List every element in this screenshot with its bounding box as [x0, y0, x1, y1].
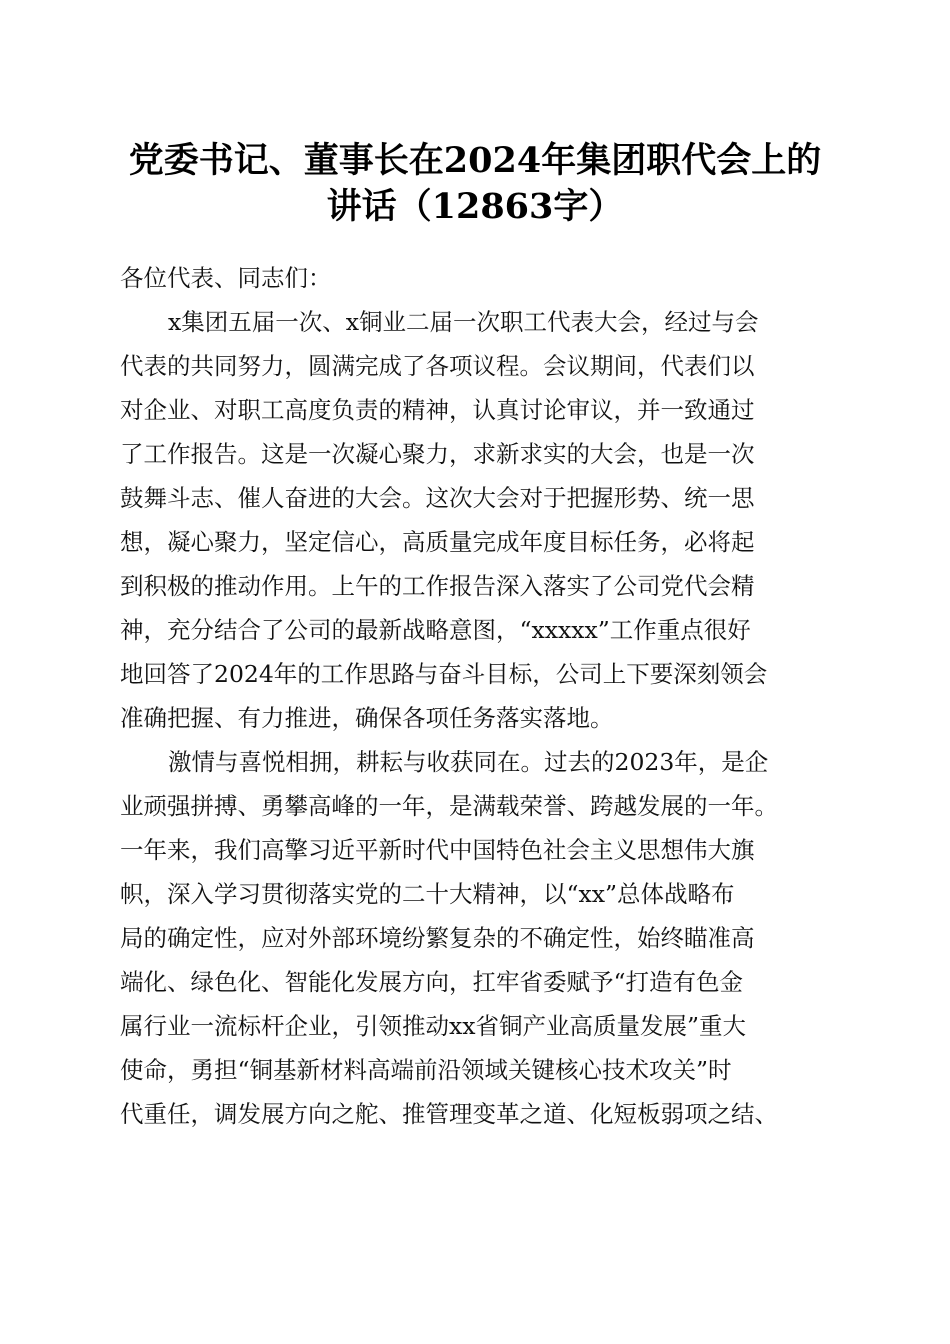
text-line: 代重任，调发展方向之舵、推管理变革之道、化短板弱项之结、 — [120, 1100, 778, 1128]
text-line: 地回答了2024年的工作思路与奋斗目标，公司上下要深刻领会 — [120, 660, 768, 688]
text-line: 准确把握、有力推进，确保各项任务落实落地。 — [120, 704, 614, 732]
text-line: 一年来，我们高擎习近平新时代中国特色社会主义思想伟大旗 — [120, 836, 755, 864]
text-line: 帜，深入学习贯彻落实党的二十大精神，以“xx”总体战略布 — [120, 880, 735, 908]
text-line: 想，凝心聚力，坚定信心，高质量完成年度目标任务，必将起 — [120, 528, 755, 556]
text-line: 鼓舞斗志、催人奋进的大会。这次大会对于把握形势、统一思 — [120, 484, 755, 512]
title-line-1: 党委书记、董事长在2024年集团职代会上的 — [128, 140, 822, 181]
paragraph-2 — [120, 740, 840, 1136]
text-line: 了工作报告。这是一次凝心聚力，求新求实的大会，也是一次 — [120, 440, 755, 468]
text-line: 神，充分结合了公司的最新战略意图，“xxxxx”工作重点很好 — [120, 616, 751, 644]
text-line: 代表的共同努力，圆满完成了各项议程。会议期间，代表们以 — [120, 352, 755, 380]
text-line: 端化、绿色化、智能化发展方向，扛牢省委赋予“打造有色金 — [120, 968, 744, 996]
text-line: 使命，勇担“铜基新材料高端前沿领域关键核心技术攻关”时 — [120, 1056, 732, 1084]
title-line-2: 讲话（12863字） — [326, 186, 624, 227]
text-line: 属行业一流标杆企业，引领推动xx省铜产业高质量发展”重大 — [120, 1012, 747, 1040]
salutation: 各位代表、同志们： — [120, 264, 332, 292]
text-line: 激情与喜悦相拥，耕耘与收获同在。过去的2023年，是企 — [168, 748, 769, 776]
document-title — [100, 138, 850, 230]
text-line: 对企业、对职工高度负责的精神，认真讨论审议，并一致通过 — [120, 396, 755, 424]
text-line: x集团五届一次、x铜业二届一次职工代表大会，经过与会 — [168, 308, 759, 336]
text-line: 业顽强拼搏、勇攀高峰的一年，是满载荣誉、跨越发展的一年。 — [120, 792, 778, 820]
document-body — [120, 256, 840, 1136]
text-line: 到积极的推动作用。上午的工作报告深入落实了公司党代会精 — [120, 572, 755, 600]
paragraph-1 — [120, 300, 840, 740]
text-line: 局的确定性，应对外部环境纷繁复杂的不确定性，始终瞄准高 — [120, 924, 755, 952]
